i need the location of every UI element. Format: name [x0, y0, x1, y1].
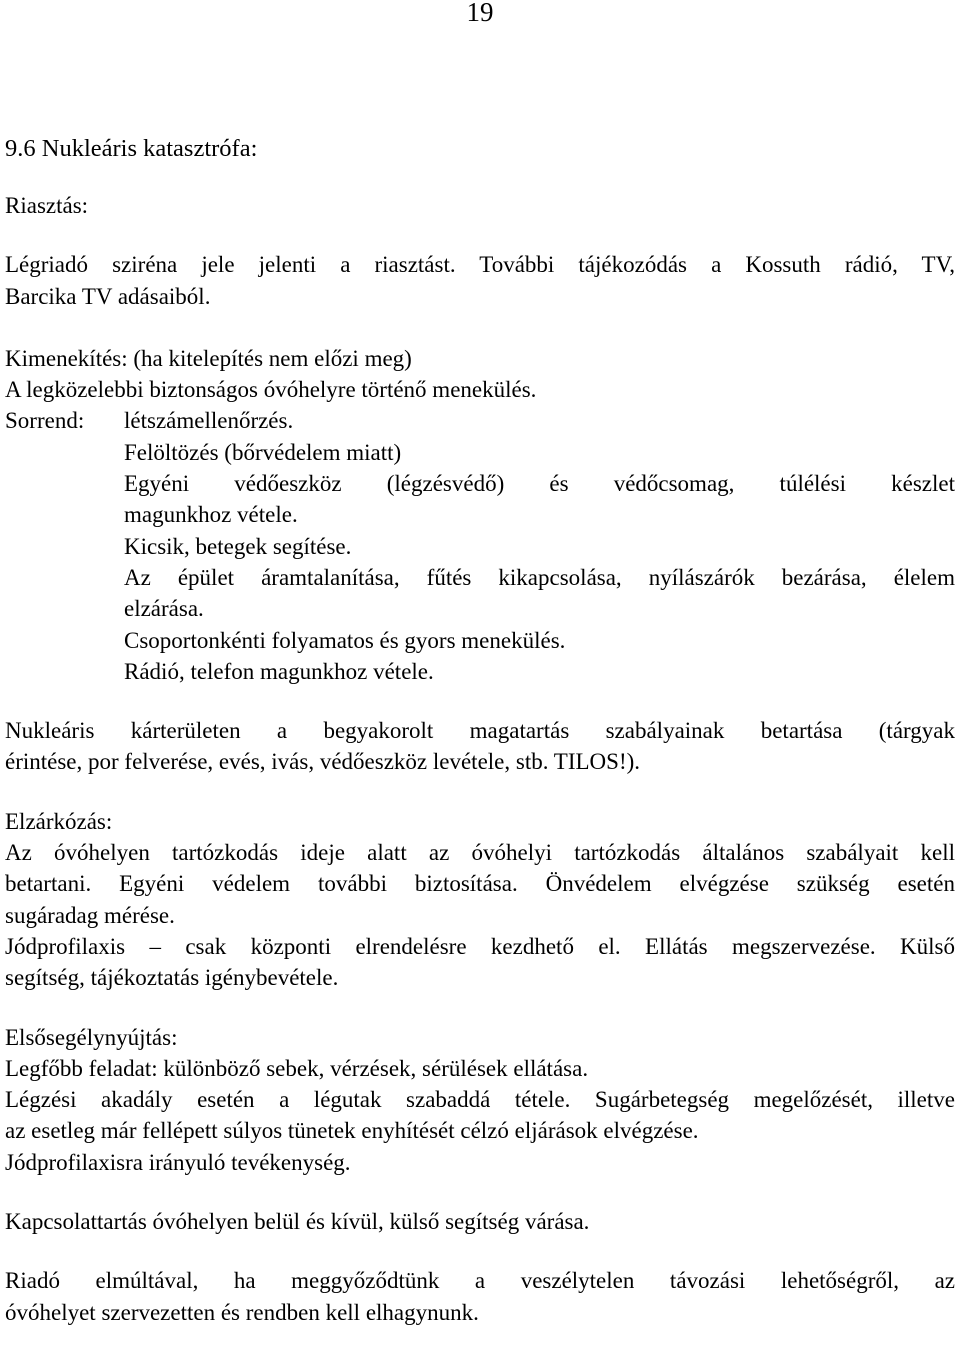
riado-vege-line-2: óvóhelyet szervezetten és rendben kell elhagynunk. — [5, 1299, 479, 1325]
order-item-7: Rádió, telefon magunkhoz vétele. — [124, 658, 434, 684]
section-title: 9.6 Nukleáris katasztrófa: — [5, 135, 258, 162]
nuklearis-paragraph — [5, 715, 955, 778]
order-item-1: létszámellenőrzés. — [124, 408, 294, 434]
order-label: Sorrend: — [5, 408, 85, 434]
nuklearis-line-1: Nukleáris kárterületen a begyakorolt magatartás szabályainak betartása (tárgyak — [5, 718, 955, 744]
order-item-2: Felöltözés (bőrvédelem miatt) — [124, 439, 402, 465]
page-number: 19 — [466, 0, 494, 27]
elzarkozas-heading: Elzárkózás: — [5, 808, 113, 834]
riado-vege-paragraph — [5, 1265, 955, 1328]
elzarkozas-line-3: sugáradag mérése. — [5, 902, 175, 928]
order-item-6: Csoportonkénti folyamatos és gyors menekülés. — [124, 627, 566, 653]
elsosegely-line-2: Légzési akadály esetén a légutak szabaddá tétele. Sugárbetegség megelőzését, illetve — [5, 1087, 955, 1113]
elsosegely-line-3: az esetleg már fellépett súlyos tünetek enyhítését célzó eljárások elvégzése. — [5, 1118, 699, 1144]
kimenekites-line-1: A legközelebbi biztonságos óvóhelyre történő menekülés. — [5, 377, 537, 403]
document-body — [5, 133, 955, 1328]
order-item-5-cont: elzárása. — [124, 596, 204, 622]
kimenekites-heading: Kimenekítés: (ha kitelepítés nem előzi meg) — [5, 345, 412, 371]
riasztas-line-2: Barcika TV adásaiból. — [5, 283, 211, 309]
riasztas-line-1: Légriadó sziréna jele jelenti a riasztást. További tájékozódás a Kossuth rádió, TV, — [5, 252, 955, 278]
elsosegely-heading: Elsősegélynyújtás: — [5, 1024, 178, 1050]
elsosegely-line-4: Jódprofilaxisra irányuló tevékenység. — [5, 1149, 351, 1175]
riasztas-heading: Riasztás: — [5, 193, 89, 218]
order-item-3: Egyéni védőeszköz (légzésvédő) és védőcsomag, túlélési készlet — [124, 471, 955, 497]
kapcsolattartas-line: Kapcsolattartás óvóhelyen belül és kívül, külső segítség várása. — [5, 1209, 590, 1235]
riado-vege-line-1: Riadó elmúltával, ha meggyőződtünk a veszélytelen távozási lehetőségről, az — [5, 1268, 955, 1294]
riasztas-paragraph — [5, 249, 955, 312]
order-item-3-cont: magunkhoz vétele. — [124, 502, 298, 528]
elzarkozas-line-2: betartani. Egyéni védelem további biztosítása. Önvédelem elvégzése szükség esetén — [5, 871, 955, 897]
elzarkozas-block — [5, 806, 955, 994]
elzarkozas-line-5: segítség, tájékoztatás igénybevétele. — [5, 965, 339, 991]
elsosegely-block — [5, 1022, 955, 1178]
order-item-4: Kicsik, betegek segítése. — [124, 533, 352, 559]
elzarkozas-line-1: Az óvóhelyen tartózkodás ideje alatt az óvóhelyi tartózkodás általános szabályait kell — [5, 840, 955, 866]
nuklearis-line-2: érintése, por felverése, evés, ivás, védőeszköz levétele, stb. TILOS!). — [5, 749, 641, 775]
elzarkozas-line-4: Jódprofilaxis – csak központi elrendelésre kezdhető el. Ellátás megszervezése. Külső — [5, 933, 955, 959]
elsosegely-line-1: Legfőbb feladat: különböző sebek, vérzések, sérülések ellátása. — [5, 1055, 589, 1081]
order-row — [5, 405, 955, 436]
kimenekites-block — [5, 343, 955, 687]
order-item-5: Az épület áramtalanítása, fűtés kikapcsolása, nyílászárók bezárása, élelem — [124, 564, 955, 590]
